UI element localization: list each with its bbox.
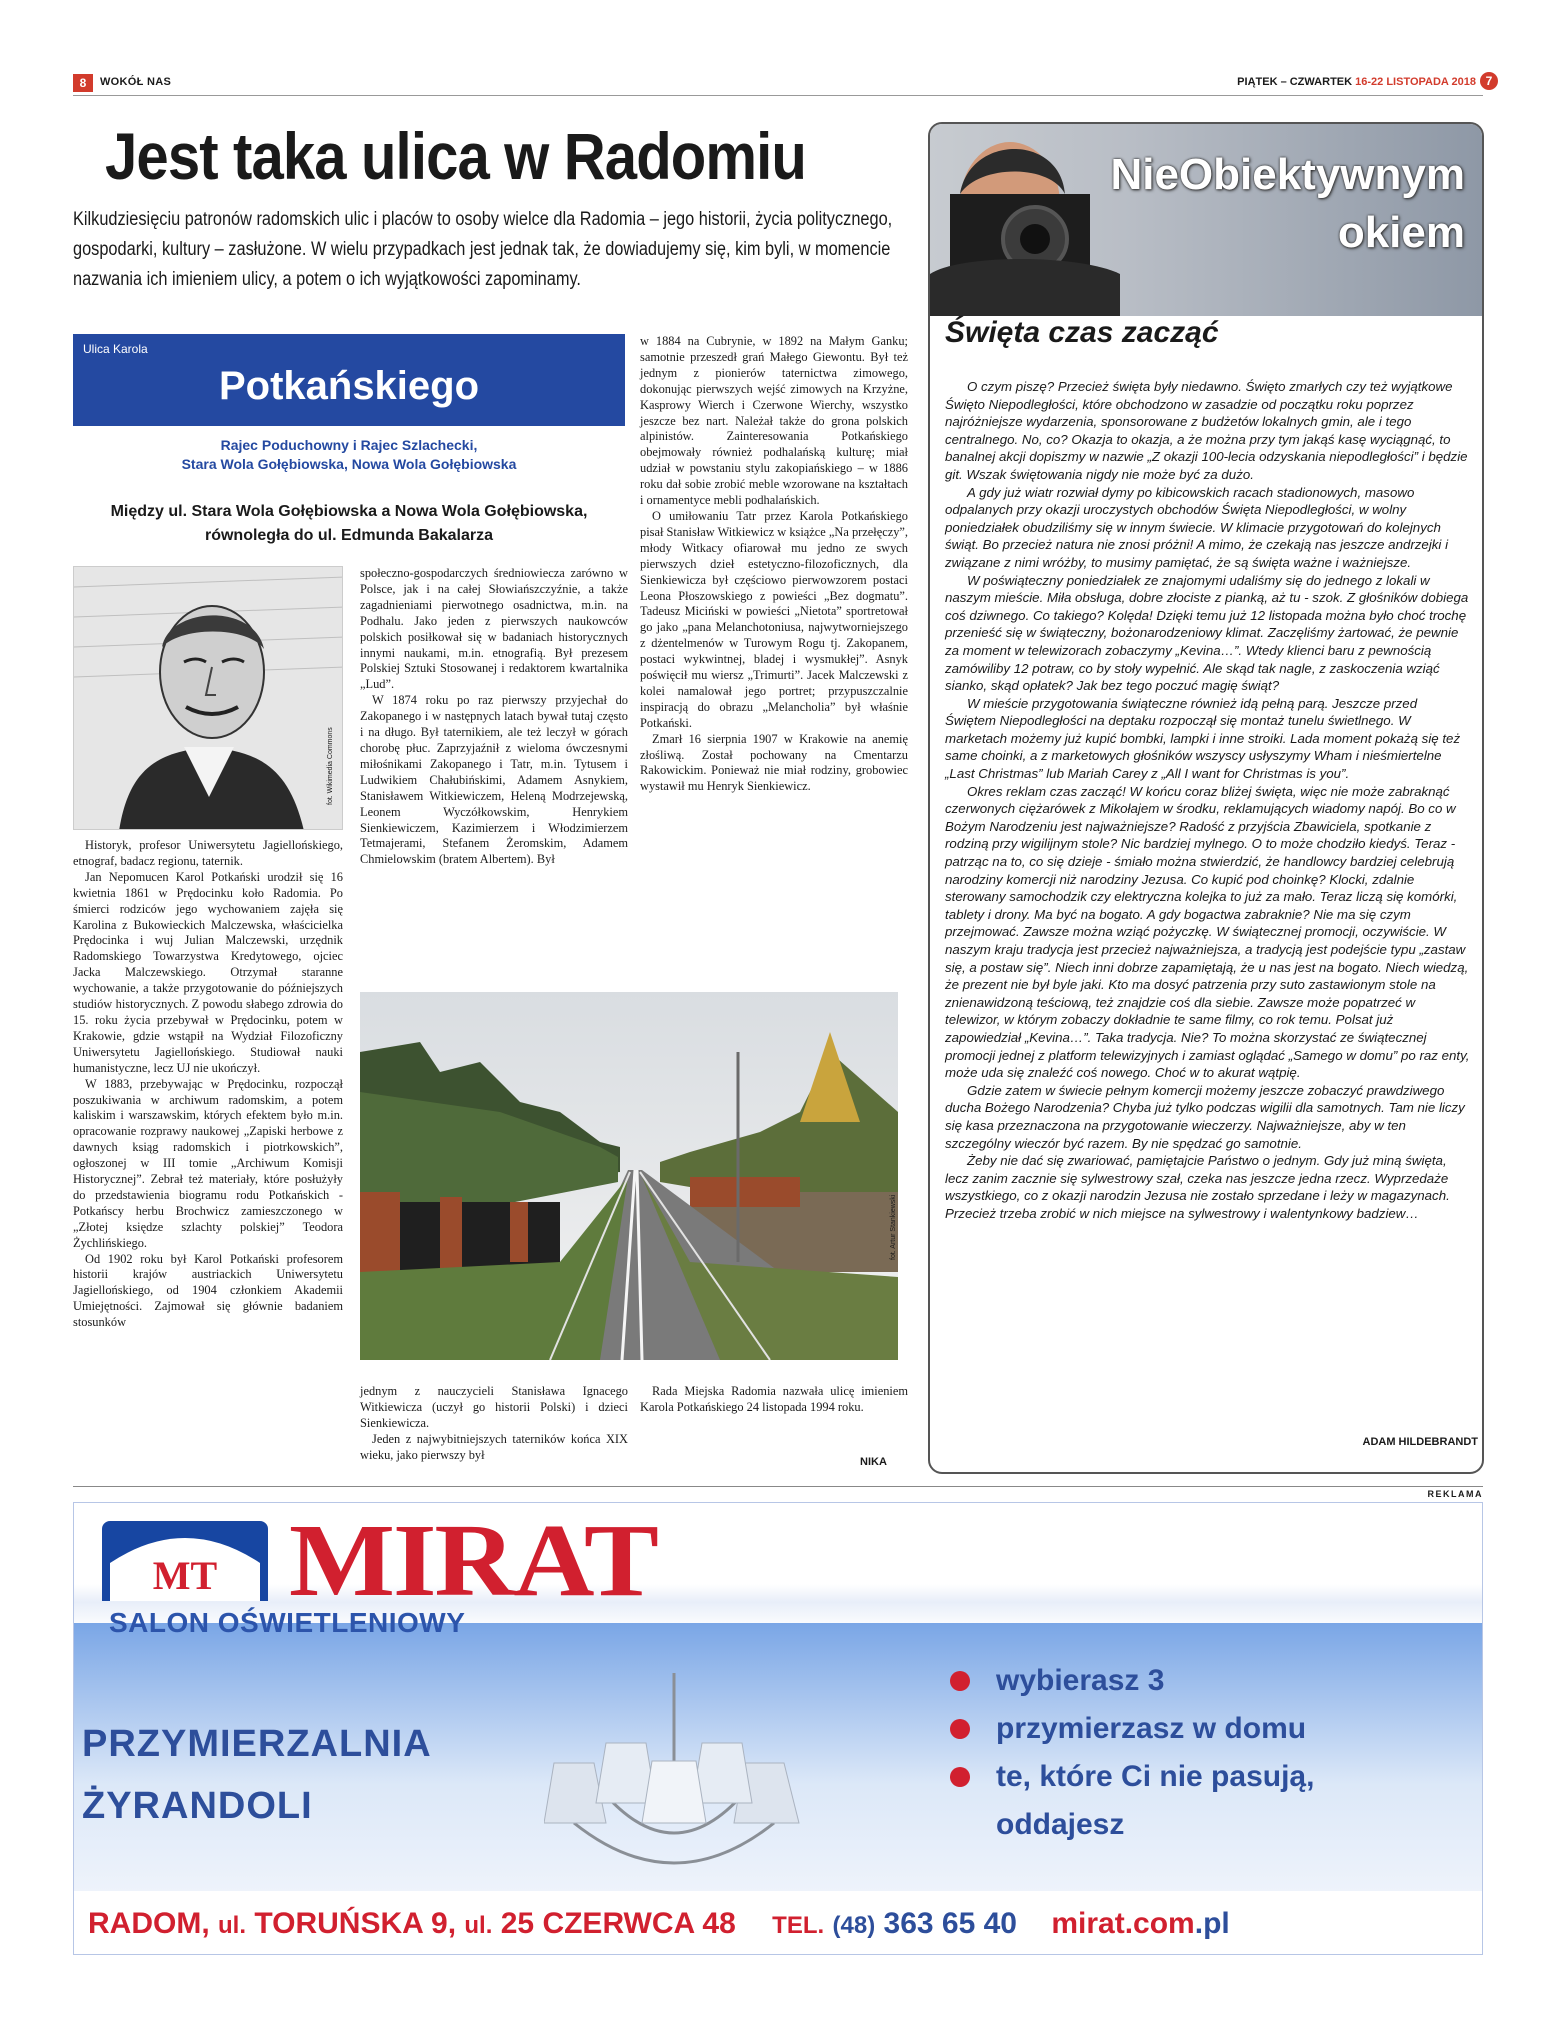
- paragraph: W 1883, przebywając w Prędocinku, rozpoczął poszukiwania w archiwum radomskim, a potem kaliskim i warszawskim, których efektem było m.in. opracowanie rozprawy naukowej „Zapiski herbowe z dawnych ksiąg radomskich i piotrkowskich”, ogłoszonej w III tomie „Archiwum Komisji Historycznej”. Zebrał też materiały, które posłużyły do przedstawienia biogramu rodu Potkańskich - Potkańscy herbu Brochwicz zamieszczonego w „Złotej księdze szlachty polskiej” Teodora Żychlińskiego.: [73, 1076, 343, 1250]
- ad-rule: [73, 1486, 1483, 1487]
- paragraph: O umiłowaniu Tatr przez Karola Potkańskiego pisał Stanisław Witkiewicz w książce „Na przełęczy”, młody Witkacy ofiarował mu jedno ze swych pierwszych dzieł estetyczno-filozoficznych, dla Sienkiewicza był częściowo pierwowzorem postaci Leona Płoszowskiego z powieści „Bez dogmatu”. Tadeusz Miciński w powieści „Nietota” sportretował go jako „pana Melanchotoniusa, najwytworniejszego z dżentelmenów w Turowym Rogu tj. Zakopanem, postaci wykwintnej, bladej i wysmukłej”. Asnyk poświęcił mu wiersz „Trimurti”. Jacek Malczewski z kolei namalował jego portret; przypuszczalnie inspiracją do obrazu „Melancholia” był właśnie Potkański.: [640, 508, 908, 730]
- paragraph: A gdy już wiatr rozwiał dymy po kibicowskich racach stadionowych, masowo odpalanych przy okazji uroczystych obchodów Święta Niepodległości, w wolny poniedziałek obudziliśmy się w innym świecie. W klimacie przygotowań do kolejnych świąt. Bo przecież natura nie znosi próżni! A mimo, że czekają nas jeszcze andrzejki i związane z nimi wróżby, to musimy pamiętać, że są święta ważne i ważniejsze.: [945, 484, 1449, 570]
- paragraph: Jeden z najwybitniejszych taterników końca XIX wieku, jako pierwszy był: [360, 1431, 628, 1462]
- ad-website-main: mirat.com: [1051, 1907, 1195, 1940]
- road-photo-drawing: [360, 992, 898, 1360]
- street-areas-line-1: Rajec Poduchowny i Rajec Szlachecki,: [220, 437, 478, 453]
- ad-bullet-list: [944, 1657, 1384, 1849]
- ad-website-tld: .pl: [1194, 1907, 1230, 1940]
- ad-street-1: TORUŃSKA 9,: [254, 1907, 457, 1940]
- dateline-days: PIĄTEK – CZWARTEK: [1237, 76, 1353, 88]
- article-column-2-bottom: [360, 1384, 628, 1464]
- page-number: 8: [73, 74, 93, 92]
- opinion-author: ADAM HILDEBRANDT: [1362, 1436, 1478, 1448]
- portrait-image: [73, 566, 343, 830]
- paragraph: W mieście przygotowania świąteczne również idą pełną parą. Jeszcze przed Świętem Niepodległości na deptaku rozpoczął się montaż tunelu świetlnego. W marketach możemy już kupić bombki, lampki i inne stroiki. Lada moment pokażą się też same choinki, a z marketowych głośników wszyscy usłyszymy Wham i nieśmiertelne „Last Christmas” lub Mariah Carey z „All I want for Christmas is you”.: [945, 695, 1461, 782]
- paragraph: Zmarł 16 sierpnia 1907 w Krakowie na anemię złośliwą. Został pochowany na Cmentarzu Rakowickim. Ponieważ nie miał rodziny, grobowiec wystawił mu Henryk Sienkiewicz.: [640, 731, 908, 794]
- ad-logo-mark: [102, 1521, 268, 1601]
- advertisement: [73, 1502, 1483, 1955]
- street-location: [73, 500, 625, 548]
- opinion-column-title-line-1: NieObiektywnym: [1110, 150, 1465, 199]
- paragraph: Jan Nepomucen Karol Potkański urodził się 16 kwietnia 1861 w Prędocinku koło Radomia. Po śmierci rodziców jego wychowaniem zajęła się Karolina z Bukowieckich Malczewska, właścicielka Prędocinka i wuj Julian Malczewski, urzędnik Radomskiego Towarzystwa Kredytowego, ojciec Jacka Malczewskiego. Otrzymał staranne wychowanie, a także przygotowanie do późniejszych studiów historycznych. Z powodu słabego zdrowia do 15. roku życia przebywał w Prędocinku, potem w Krakowie, gdzie wstąpił na Wydział Filozoficzny Uniwersytetu Jagiellońskiego. Studiował nauki humanistyczne, lecz UJ nie ukończył.: [73, 869, 343, 1075]
- paragraph: Okres reklam czas zacząć! W końcu coraz bliżej święta, więc nie może zabraknąć czerwonych ciężarówek z Mikołajem w środku, reklamujących wiadomy napój. Bo co w Bożym Narodzeniu jest najważniejsze? Radość z przyjścia Zbawiciela, spotkanie z rodziną przy wigilijnym stole? Nic bardziej mylnego. O to może chodziło kiedyś. Teraz - patrząc na to, co się dzieje - śmiało można stwierdzić, że handlowcy bardziej celebrują narodziny komercji niż narodziny Jezusa. Co kupić pod choinkę? Klocki, zdalnie sterowany samochodzik czy elektryczna kolejka to już za mało. Teraz liczą się komórki, tablety i drony. Ma być na bogato. A gdy bogactwa zabraknie? Nie ma się czym przejmować. Zawsze można wziąć pożyczkę. W świątecznej promocji, oczywiście. W naszym kraju tradycja jest przecież najważniejsza, a tradycją jest podejście typu „zastaw się, a postaw się”. Niech inni dobrze zapamiętają, że u nas jest na bogato. Niech wiedzą, że prezent nie był byle jaki. Kto ma dosyć patrzenia przy suto zastawionym stole na znienawidzoną teściową, też znajdzie coś dla siebie. Zawsze może popatrzeć w telewizor, w którym zobaczy dokładnie te same filmy, co rok temu. Polsat już zapowiedział „Kevina…”. Taka tradycja. Nie? To można skorzystać ze świątecznej promocji jednej z platform telewizyjnych i zamiast oglądać „Samego w domu” po raz enty, może uda się znaleźć coś nowego. Choć w to akurat wątpię.: [945, 783, 1470, 1081]
- ad-street-2: 25 CZERWCA 48: [500, 1907, 736, 1940]
- ad-tel-code: (48): [832, 1912, 876, 1939]
- paragraph: Żeby nie dać się zwariować, pamiętajcie Państwo o jednym. Gdy już miną święta, lecz zanim zacznie się sylwestrowy szał, czeka nas jeszcze jedna rzecz. Wyprzedaże wszystkiego, co z okazji narodzin Jezusa nie zostało sprzedane i leży w magazynach. Przecież trzeba zrobić w nich miejsce na sylwestrowy i walentynkowy badziew…: [945, 1153, 1450, 1221]
- chandelier-image: [544, 1673, 804, 1893]
- paper-logo: 7: [1480, 72, 1498, 90]
- ad-label: REKLAMA: [1427, 1489, 1483, 1499]
- ad-city: RADOM,: [88, 1907, 210, 1940]
- ad-bullet: [944, 1753, 1384, 1849]
- ad-contact-line: [74, 1891, 1483, 1955]
- ad-brand: MIRAT: [289, 1503, 657, 1618]
- article-signature: NIKA: [860, 1456, 887, 1468]
- paragraph: Gdzie zatem w świecie pełnym komercji możemy jeszcze zobaczyć prawdziwego ducha Bożego Narodzenia? Chyba już tylko podczas wigilii dla samotnych. Tam nie liczy się kasa przeznaczona na przygotowanie wieczerzy. Najważniejsze, aby w ten szczególny wieczór być razem. By nie spędzać go samotnie.: [945, 1082, 1465, 1151]
- article-lead: Kilkudziesięciu patronów radomskich ulic i placów to osoby wielce dla Radomia – jego historii, życia politycznego, gospodarki, kultury – zasłużone. W wielu przypadkach jest jednak tak, że dowiadujemy się, kim byli, w momencie nazwania ich imieniem ulicy, a potem o ich wyjątkowości zapominamy.: [73, 209, 893, 290]
- ad-headline-line-2: ŻYRANDOLI: [82, 1785, 313, 1827]
- article-headline: Jest taka ulica w Radomiu: [105, 119, 807, 193]
- dateline-dates: 16-22 LISTOPADA 2018: [1355, 76, 1476, 88]
- street-areas-line-2: Stara Wola Gołębiowska, Nowa Wola Gołębiowska: [181, 456, 517, 472]
- street-location-line-2: równoległa do ul. Edmunda Bakalarza: [204, 527, 494, 544]
- article-column-3-bottom: [640, 1384, 908, 1416]
- opinion-column-title-line-2: okiem: [1337, 208, 1465, 257]
- ad-headline: [82, 1713, 432, 1837]
- paragraph: Od 1902 roku był Karol Potkański profesorem historii krajów austriackich Uniwersytetu Jagiellońskiego, od 1904 członkiem Akademii Umiejętności. Zajmował się głównie badaniem stosunków: [73, 1251, 343, 1330]
- paragraph: w 1884 na Cubrynie, w 1892 na Małym Ganku; samotnie przeszedł grań Małego Giewontu. Był też jednym z pionierów taternictwa zimowego, dokonując pierwszych wejść zimowych na Krzyżne, Kasprowy Wierch i Czerwone Wierchy, wszystko jeszcze bez nart. Należał także do grona polskich alpinistów. Zainteresowania Potkańskiego obejmowały również podhalańską kulturę; miał udział w powstaniu stylu zakopiańskiego – w 1886 roku dał sobie zrobić meble wzorowane na kształtach i ornamentyce mebli podhalańskich.: [640, 334, 908, 508]
- article-column-2: [360, 566, 628, 868]
- paragraph: W poświąteczny poniedziałek ze znajomymi udaliśmy się do jednego z lokali w naszym mieście. Miła obsługa, dobre złociste z pianką, aż tu - szok. Z głośników dobiega coś dziwnego. Co takiego? Kolęda! Dzięki temu już 12 listopada można było choć trochę przenieść się w świąteczny, bożonarodzeniowy klimat. Zaczęliśmy żartować, że pewnie za moment w telewizorach zobaczymy „Kevina…”. Wtedy klienci baru z pewnością zamówiliby 12 potraw, co by stoły wypełnić. Ale skąd tak nagle, z zaskoczenia wziąć sianko, skąd opłatek? Jak bez tego poczuć magię świąt?: [945, 572, 1469, 694]
- opinion-headline: Święta czas zacząć: [945, 316, 1219, 349]
- portrait-credit: fot. Wikimedia Commons: [327, 727, 334, 805]
- portrait-drawing: [74, 567, 343, 830]
- paragraph: W 1874 roku po raz pierwszy przyjechał do Zakopanego i w następnych latach bywał tutaj często i na długo. Był taternikiem, ale też leczył w górach chorobę płuc. Zaprzyjaźnił z wieloma ówczesnymi miłośnikami Zakopanego i Tatr, m.in. Tytusem i Ludwikiem Chałubińskimi, Adamem Asnykiem, Stanisławem Witkiewiczem, Heleną Modrzejewską, Leonem Wyczółkowskim, Henrykiem Sienkiewiczem, Kazimierzem i Włodzimierzem Tetmajerami, Stefanem Żeromskim, Adamem Chmielowskim (bratem Albertem). Był: [360, 693, 628, 867]
- dateline: [1237, 76, 1476, 88]
- ad-ul-2: ul.: [464, 1912, 493, 1939]
- street-label: Ulica Karola: [83, 342, 148, 356]
- ad-logo-letters: MT: [152, 1553, 218, 1598]
- ad-tel-number: 363 65 40: [883, 1907, 1017, 1940]
- ad-ul-1: ul.: [218, 1912, 246, 1939]
- opinion-column-title: [1075, 146, 1465, 262]
- ad-logo: [102, 1521, 268, 1601]
- ad-bullet: [944, 1657, 1384, 1705]
- bullet-dot-icon: [950, 1767, 970, 1787]
- ad-tagline: SALON OŚWIETLENIOWY: [109, 1607, 466, 1638]
- photo-credit: fot. Artur Stankiewski: [890, 1194, 897, 1260]
- ad-bullet: [944, 1705, 1384, 1753]
- paragraph: społeczno-gospodarczych średniowiecza zarówno w Polsce, jak i na całej Słowiańszczyźnie, a także zagadnieniami pierwotnego osadnictwa, m.in. na Podhalu. Jako jeden z pierwszych naukowców polskich posiłkował się w badaniach historycznych innymi naukami, m.in. etnografią. Był prezesem Polskiej Sztuki Stosowanej i redaktorem kwartalnika „Lud”.: [360, 566, 628, 692]
- ad-headline-line-1: PRZYMIERZALNIA: [82, 1723, 432, 1765]
- ad-bullet-text: wybierasz 3: [996, 1664, 1165, 1697]
- paragraph: Historyk, profesor Uniwersytetu Jagiellońskiego, etnograf, badacz regionu, taternik.: [73, 838, 343, 868]
- road-photo: [360, 992, 898, 1360]
- ad-website: [1051, 1907, 1229, 1940]
- paragraph: Rada Miejska Radomia nazwała ulicę imieniem Karola Potkańskiego 24 listopada 1994 roku.: [640, 1384, 908, 1414]
- street-areas: [73, 436, 625, 474]
- street-name: Potkańskiego: [218, 364, 480, 408]
- ad-tel-label: TEL.: [772, 1912, 825, 1939]
- street-location-line-1: Między ul. Stara Wola Gołębiowska a Nowa Wola Gołębiowska,: [110, 503, 588, 520]
- bullet-dot-icon: [950, 1671, 970, 1691]
- section-name: WOKÓŁ NAS: [100, 76, 172, 88]
- article-column-3: [640, 334, 908, 795]
- header-rule: [73, 95, 1483, 96]
- ad-bullet-text: te, które Ci nie pasują, oddajesz: [996, 1760, 1315, 1841]
- ad-bullet-text: przymierzasz w domu: [996, 1712, 1307, 1745]
- opinion-body: [945, 378, 1471, 1223]
- bullet-dot-icon: [950, 1719, 970, 1739]
- paragraph: jednym z nauczycieli Stanisława Ignacego Witkiewicza (uczył go historii Polski) i dzieci Sienkiewicza.: [360, 1384, 628, 1430]
- article-column-1: [73, 838, 343, 1331]
- paragraph: O czym piszę? Przecież święta były niedawno. Święto zmarłych czy też wyjątkowe Święto Niepodległości, które obchodzono w zasadzie od początku roku poprzez najróżniejsze wydarzenia, sponsorowane z budżetów lokalnych gmin, ale i tego centralnego. No, co? Okazja to okazja, a że można przy tym jakąś kasę wyciągnąć, to banalnej akcji dopiszmy w nazwie „Z okazji 100-lecia odzyskania niepodległości” i będzie git. Wszak świętowania nigdy nie może być za dużo.: [945, 379, 1468, 482]
- street-box: [73, 334, 625, 482]
